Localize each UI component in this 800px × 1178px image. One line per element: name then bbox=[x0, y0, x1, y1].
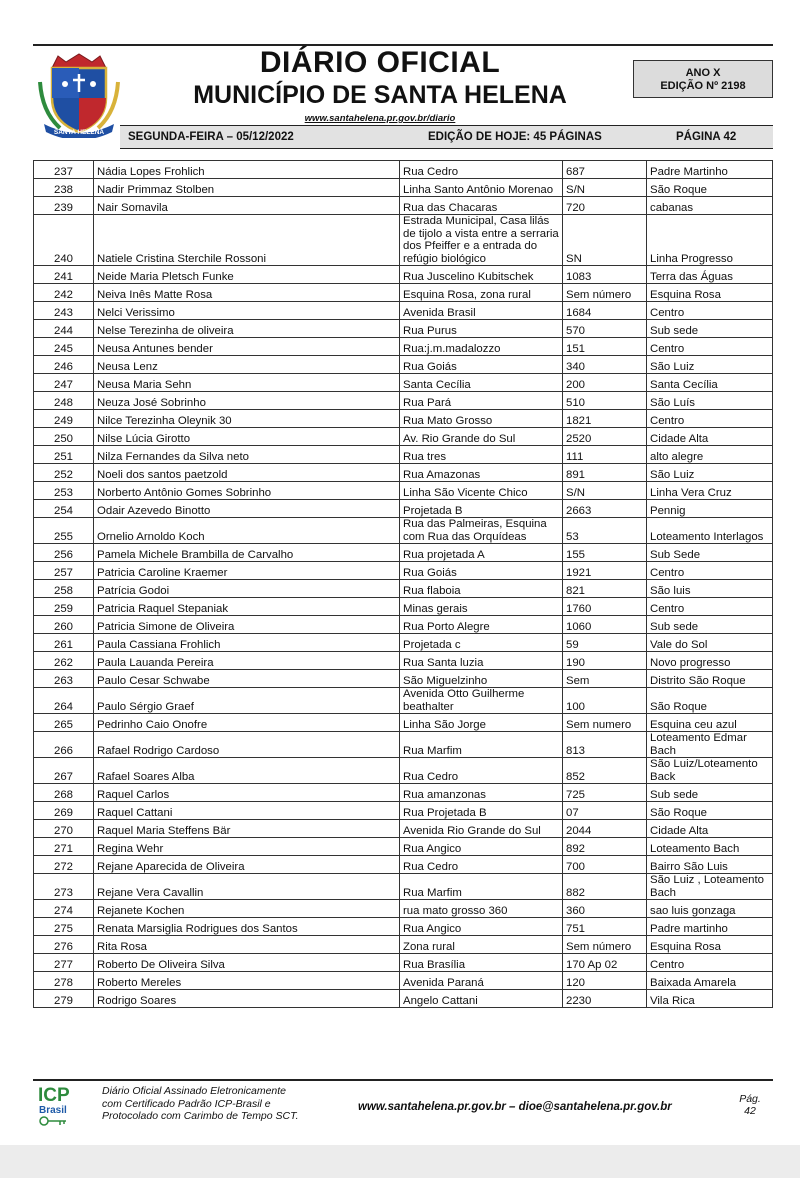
district-cell: Distrito São Roque bbox=[647, 670, 773, 688]
table-row bbox=[34, 544, 773, 562]
table-row bbox=[34, 338, 773, 356]
diary-url[interactable]: www.santahelena.pr.gov.br/diario bbox=[304, 113, 456, 124]
table-row bbox=[34, 302, 773, 320]
address-cell: Rua Angico bbox=[400, 918, 563, 936]
row-number-cell: 241 bbox=[34, 266, 94, 284]
table-row bbox=[34, 820, 773, 838]
edition-info-bar bbox=[120, 125, 773, 149]
address-cell: rua mato grosso 360 bbox=[400, 900, 563, 918]
district-cell: Padre Martinho bbox=[647, 161, 773, 179]
row-number-cell: 270 bbox=[34, 820, 94, 838]
address-cell: Linha São Jorge bbox=[400, 714, 563, 732]
resident-name-cell: Regina Wehr bbox=[94, 838, 400, 856]
resident-name-cell: Rafael Rodrigo Cardoso bbox=[94, 732, 400, 758]
row-number-cell: 254 bbox=[34, 500, 94, 518]
house-number-cell: Sem número bbox=[563, 284, 647, 302]
address-cell: Avenida Rio Grande do Sul bbox=[400, 820, 563, 838]
district-cell: São Luiz , Loteamento Bach bbox=[647, 874, 773, 900]
district-cell: São Luiz bbox=[647, 356, 773, 374]
crest-label: SANTA HELENA bbox=[53, 129, 105, 136]
district-cell: São Luiz/Loteamento Back bbox=[647, 758, 773, 784]
address-cell: Rua Goiás bbox=[400, 356, 563, 374]
address-cell: Rua Cedro bbox=[400, 758, 563, 784]
edition-box bbox=[633, 60, 773, 98]
district-cell: Sub sede bbox=[647, 784, 773, 802]
house-number-cell: 170 Ap 02 bbox=[563, 954, 647, 972]
table-row bbox=[34, 179, 773, 197]
table-row bbox=[34, 266, 773, 284]
address-cell: Avenida Paraná bbox=[400, 972, 563, 990]
house-number-cell: 155 bbox=[563, 544, 647, 562]
resident-name-cell: Nilse Lúcia Girotto bbox=[94, 428, 400, 446]
resident-name-cell: Nilce Terezinha Oleynik 30 bbox=[94, 410, 400, 428]
residents-table bbox=[33, 160, 773, 1008]
house-number-cell: S/N bbox=[563, 482, 647, 500]
table-row bbox=[34, 732, 773, 758]
table-row bbox=[34, 688, 773, 714]
house-number-cell: 813 bbox=[563, 732, 647, 758]
resident-name-cell: Nádia Lopes Frohlich bbox=[94, 161, 400, 179]
table-row bbox=[34, 954, 773, 972]
table-row bbox=[34, 900, 773, 918]
table-row bbox=[34, 482, 773, 500]
footer-page-label: Pág. bbox=[739, 1093, 761, 1105]
table-row bbox=[34, 446, 773, 464]
row-number-cell: 248 bbox=[34, 392, 94, 410]
address-cell: Rua das Chacaras bbox=[400, 197, 563, 215]
signature-note bbox=[102, 1085, 299, 1123]
house-number-cell: 2230 bbox=[563, 990, 647, 1008]
district-cell: São Roque bbox=[647, 688, 773, 714]
house-number-cell: 1821 bbox=[563, 410, 647, 428]
row-number-cell: 274 bbox=[34, 900, 94, 918]
address-cell: Rua flaboia bbox=[400, 580, 563, 598]
house-number-cell: 510 bbox=[563, 392, 647, 410]
resident-name-cell: Roberto Mereles bbox=[94, 972, 400, 990]
house-number-cell: 1083 bbox=[563, 266, 647, 284]
address-cell: Rua Cedro bbox=[400, 161, 563, 179]
bottom-gray-band bbox=[0, 1145, 800, 1178]
house-number-cell: 570 bbox=[563, 320, 647, 338]
resident-name-cell: Rafael Soares Alba bbox=[94, 758, 400, 784]
address-cell: Rua Brasília bbox=[400, 954, 563, 972]
row-number-cell: 237 bbox=[34, 161, 94, 179]
district-cell: Linha Vera Cruz bbox=[647, 482, 773, 500]
table-row bbox=[34, 518, 773, 544]
footer-page-number bbox=[736, 1093, 764, 1117]
address-cell: Avenida Brasil bbox=[400, 302, 563, 320]
house-number-cell: 751 bbox=[563, 918, 647, 936]
house-number-cell: 340 bbox=[563, 356, 647, 374]
district-cell: Cidade Alta bbox=[647, 820, 773, 838]
resident-name-cell: Patricia Raquel Stepaniak bbox=[94, 598, 400, 616]
row-number-cell: 246 bbox=[34, 356, 94, 374]
house-number-cell: 882 bbox=[563, 874, 647, 900]
resident-name-cell: Neusa Maria Sehn bbox=[94, 374, 400, 392]
municipal-crest-icon bbox=[38, 52, 120, 138]
table-row bbox=[34, 634, 773, 652]
house-number-cell: 2663 bbox=[563, 500, 647, 518]
house-number-cell: 07 bbox=[563, 802, 647, 820]
table-row bbox=[34, 972, 773, 990]
municipality-name: MUNICÍPIO DE SANTA HELENA bbox=[193, 81, 567, 109]
house-number-cell: 360 bbox=[563, 900, 647, 918]
resident-name-cell: Ornelio Arnoldo Koch bbox=[94, 518, 400, 544]
house-number-cell: 2520 bbox=[563, 428, 647, 446]
icp-logo-text: ICP bbox=[38, 1085, 70, 1106]
resident-name-cell: Neide Maria Pletsch Funke bbox=[94, 266, 400, 284]
house-number-cell: 720 bbox=[563, 197, 647, 215]
resident-name-cell: Nair Somavila bbox=[94, 197, 400, 215]
address-cell: Rua:j.m.madalozzo bbox=[400, 338, 563, 356]
address-cell: Rua Mato Grosso bbox=[400, 410, 563, 428]
district-cell: Centro bbox=[647, 598, 773, 616]
row-number-cell: 251 bbox=[34, 446, 94, 464]
district-cell: Santa Cecília bbox=[647, 374, 773, 392]
resident-name-cell: Paulo Sérgio Graef bbox=[94, 688, 400, 714]
row-number-cell: 258 bbox=[34, 580, 94, 598]
address-cell: Avenida Otto Guilherme beathalter bbox=[400, 688, 563, 714]
table-row bbox=[34, 838, 773, 856]
row-number-cell: 273 bbox=[34, 874, 94, 900]
table-row bbox=[34, 784, 773, 802]
row-number-cell: 269 bbox=[34, 802, 94, 820]
district-cell: Esquina Rosa bbox=[647, 936, 773, 954]
row-number-cell: 259 bbox=[34, 598, 94, 616]
district-cell: Vale do Sol bbox=[647, 634, 773, 652]
footer-page-value: 42 bbox=[744, 1105, 756, 1117]
row-number-cell: 260 bbox=[34, 616, 94, 634]
footer-contact[interactable]: www.santahelena.pr.gov.br – dioe@santahelena.pr.gov.br bbox=[358, 1101, 672, 1113]
resident-name-cell: Rejanete Kochen bbox=[94, 900, 400, 918]
resident-name-cell: Patricia Caroline Kraemer bbox=[94, 562, 400, 580]
address-cell: Av. Rio Grande do Sul bbox=[400, 428, 563, 446]
row-number-cell: 243 bbox=[34, 302, 94, 320]
table-row bbox=[34, 670, 773, 688]
address-cell: Rua tres bbox=[400, 446, 563, 464]
resident-name-cell: Nadir Primmaz Stolben bbox=[94, 179, 400, 197]
resident-name-cell: Patrícia Godoi bbox=[94, 580, 400, 598]
table-row bbox=[34, 428, 773, 446]
district-cell: Centro bbox=[647, 410, 773, 428]
address-cell: Rua Projetada B bbox=[400, 802, 563, 820]
resident-name-cell: Neusa Antunes bender bbox=[94, 338, 400, 356]
row-number-cell: 261 bbox=[34, 634, 94, 652]
house-number-cell: 1921 bbox=[563, 562, 647, 580]
address-cell: Rua projetada A bbox=[400, 544, 563, 562]
district-cell: São luis bbox=[647, 580, 773, 598]
row-number-cell: 255 bbox=[34, 518, 94, 544]
house-number-cell: 852 bbox=[563, 758, 647, 784]
address-cell: Linha Santo Antônio Morenao bbox=[400, 179, 563, 197]
page-indicator: PÁGINA 42 bbox=[676, 131, 737, 143]
publication-title: DIÁRIO OFICIAL bbox=[259, 46, 501, 79]
table-row bbox=[34, 215, 773, 266]
district-cell: cabanas bbox=[647, 197, 773, 215]
resident-name-cell: Norberto Antônio Gomes Sobrinho bbox=[94, 482, 400, 500]
district-cell: São Roque bbox=[647, 802, 773, 820]
table-row bbox=[34, 197, 773, 215]
district-cell: Esquina ceu azul bbox=[647, 714, 773, 732]
district-cell: Centro bbox=[647, 338, 773, 356]
row-number-cell: 271 bbox=[34, 838, 94, 856]
district-cell: São Roque bbox=[647, 179, 773, 197]
resident-name-cell: Raquel Cattani bbox=[94, 802, 400, 820]
address-cell: Angelo Cattani bbox=[400, 990, 563, 1008]
house-number-cell: SN bbox=[563, 215, 647, 266]
table-row bbox=[34, 990, 773, 1008]
district-cell: Sub sede bbox=[647, 320, 773, 338]
row-number-cell: 242 bbox=[34, 284, 94, 302]
house-number-cell: 151 bbox=[563, 338, 647, 356]
row-number-cell: 276 bbox=[34, 936, 94, 954]
row-number-cell: 275 bbox=[34, 918, 94, 936]
table-row bbox=[34, 161, 773, 179]
row-number-cell: 238 bbox=[34, 179, 94, 197]
house-number-cell: 821 bbox=[563, 580, 647, 598]
resident-name-cell: Rodrigo Soares bbox=[94, 990, 400, 1008]
row-number-cell: 268 bbox=[34, 784, 94, 802]
house-number-cell: S/N bbox=[563, 179, 647, 197]
signature-note-line: Protocolado com Carimbo de Tempo SCT. bbox=[102, 1110, 299, 1122]
address-cell: Zona rural bbox=[400, 936, 563, 954]
table-row bbox=[34, 856, 773, 874]
resident-name-cell: Nelse Terezinha de oliveira bbox=[94, 320, 400, 338]
district-cell: Sub Sede bbox=[647, 544, 773, 562]
house-number-cell: 111 bbox=[563, 446, 647, 464]
resident-name-cell: Paula Lauanda Pereira bbox=[94, 652, 400, 670]
table-row bbox=[34, 374, 773, 392]
icp-logo-subtext: Brasil bbox=[39, 1105, 67, 1116]
house-number-cell: 892 bbox=[563, 838, 647, 856]
table-row bbox=[34, 758, 773, 784]
table-row bbox=[34, 284, 773, 302]
resident-name-cell: Neuza José Sobrinho bbox=[94, 392, 400, 410]
row-number-cell: 264 bbox=[34, 688, 94, 714]
house-number-cell: Sem número bbox=[563, 936, 647, 954]
house-number-cell: 1060 bbox=[563, 616, 647, 634]
district-cell: sao luis gonzaga bbox=[647, 900, 773, 918]
row-number-cell: 239 bbox=[34, 197, 94, 215]
resident-name-cell: Nilza Fernandes da Silva neto bbox=[94, 446, 400, 464]
table-row bbox=[34, 580, 773, 598]
table-row bbox=[34, 714, 773, 732]
resident-name-cell: Renata Marsiglia Rodrigues dos Santos bbox=[94, 918, 400, 936]
resident-name-cell: Noeli dos santos paetzold bbox=[94, 464, 400, 482]
address-cell: Estrada Municipal, Casa lilás de tijolo a vista entre a serraria dos Pfeiffer e a entrada do refúgio biológico bbox=[400, 215, 563, 266]
district-cell: Novo progresso bbox=[647, 652, 773, 670]
resident-name-cell: Rejane Aparecida de Oliveira bbox=[94, 856, 400, 874]
resident-name-cell: Odair Azevedo Binotto bbox=[94, 500, 400, 518]
district-cell: Centro bbox=[647, 562, 773, 580]
pages-today: EDIÇÃO DE HOJE: 45 PÁGINAS bbox=[428, 131, 602, 143]
address-cell: Linha São Vicente Chico bbox=[400, 482, 563, 500]
row-number-cell: 272 bbox=[34, 856, 94, 874]
address-cell: Esquina Rosa, zona rural bbox=[400, 284, 563, 302]
address-cell: Projetada B bbox=[400, 500, 563, 518]
resident-name-cell: Natiele Cristina Sterchile Rossoni bbox=[94, 215, 400, 266]
row-number-cell: 257 bbox=[34, 562, 94, 580]
district-cell: Centro bbox=[647, 954, 773, 972]
edition-number: EDIÇÃO Nº 2198 bbox=[660, 80, 746, 92]
address-cell: Rua Juscelino Kubitschek bbox=[400, 266, 563, 284]
table-row bbox=[34, 410, 773, 428]
resident-name-cell: Paulo Cesar Schwabe bbox=[94, 670, 400, 688]
district-cell: Baixada Amarela bbox=[647, 972, 773, 990]
resident-name-cell: Nelci Verissimo bbox=[94, 302, 400, 320]
district-cell: São Luís bbox=[647, 392, 773, 410]
district-cell: Terra das Águas bbox=[647, 266, 773, 284]
resident-name-cell: Pamela Michele Brambilla de Carvalho bbox=[94, 544, 400, 562]
district-cell: Bairro São Luis bbox=[647, 856, 773, 874]
address-cell: São Miguelzinho bbox=[400, 670, 563, 688]
district-cell: Pennig bbox=[647, 500, 773, 518]
address-cell: Rua Marfim bbox=[400, 874, 563, 900]
table-row bbox=[34, 936, 773, 954]
district-cell: Linha Progresso bbox=[647, 215, 773, 266]
address-cell: Rua Angico bbox=[400, 838, 563, 856]
address-cell: Rua Santa luzia bbox=[400, 652, 563, 670]
house-number-cell: Sem numero bbox=[563, 714, 647, 732]
resident-name-cell: Raquel Carlos bbox=[94, 784, 400, 802]
house-number-cell: 891 bbox=[563, 464, 647, 482]
address-cell: Rua Marfim bbox=[400, 732, 563, 758]
row-number-cell: 245 bbox=[34, 338, 94, 356]
row-number-cell: 279 bbox=[34, 990, 94, 1008]
house-number-cell: Sem bbox=[563, 670, 647, 688]
district-cell: Centro bbox=[647, 302, 773, 320]
bottom-rule bbox=[33, 1079, 773, 1081]
row-number-cell: 247 bbox=[34, 374, 94, 392]
edition-date: SEGUNDA-FEIRA – 05/12/2022 bbox=[128, 131, 294, 143]
row-number-cell: 262 bbox=[34, 652, 94, 670]
district-cell: Loteamento Edmar Bach bbox=[647, 732, 773, 758]
house-number-cell: 725 bbox=[563, 784, 647, 802]
address-cell: Minas gerais bbox=[400, 598, 563, 616]
district-cell: Loteamento Bach bbox=[647, 838, 773, 856]
resident-name-cell: Pedrinho Caio Onofre bbox=[94, 714, 400, 732]
house-number-cell: 53 bbox=[563, 518, 647, 544]
icp-brasil-logo-icon bbox=[36, 1083, 84, 1127]
address-cell: Rua Pará bbox=[400, 392, 563, 410]
address-cell: Rua Amazonas bbox=[400, 464, 563, 482]
table-row bbox=[34, 356, 773, 374]
row-number-cell: 253 bbox=[34, 482, 94, 500]
house-number-cell: 700 bbox=[563, 856, 647, 874]
address-cell: Rua amanzonas bbox=[400, 784, 563, 802]
address-cell: Rua Goiás bbox=[400, 562, 563, 580]
table-row bbox=[34, 320, 773, 338]
district-cell: Cidade Alta bbox=[647, 428, 773, 446]
district-cell: Esquina Rosa bbox=[647, 284, 773, 302]
table-row bbox=[34, 874, 773, 900]
resident-name-cell: Paula Cassiana Frohlich bbox=[94, 634, 400, 652]
table-row bbox=[34, 598, 773, 616]
table-row bbox=[34, 652, 773, 670]
row-number-cell: 278 bbox=[34, 972, 94, 990]
resident-name-cell: Raquel Maria Steffens Bär bbox=[94, 820, 400, 838]
address-cell: Santa Cecília bbox=[400, 374, 563, 392]
district-cell: Vila Rica bbox=[647, 990, 773, 1008]
table-row bbox=[34, 392, 773, 410]
table-row bbox=[34, 616, 773, 634]
house-number-cell: 1760 bbox=[563, 598, 647, 616]
house-number-cell: 100 bbox=[563, 688, 647, 714]
row-number-cell: 266 bbox=[34, 732, 94, 758]
address-cell: Rua das Palmeiras, Esquina com Rua das Orquídeas bbox=[400, 518, 563, 544]
house-number-cell: 200 bbox=[563, 374, 647, 392]
signature-note-line: Diário Oficial Assinado Eletronicamente bbox=[102, 1085, 287, 1097]
resident-name-cell: Patricia Simone de Oliveira bbox=[94, 616, 400, 634]
district-cell: Padre martinho bbox=[647, 918, 773, 936]
row-number-cell: 256 bbox=[34, 544, 94, 562]
address-cell: Rua Purus bbox=[400, 320, 563, 338]
house-number-cell: 190 bbox=[563, 652, 647, 670]
resident-name-cell: Neiva Inês Matte Rosa bbox=[94, 284, 400, 302]
row-number-cell: 244 bbox=[34, 320, 94, 338]
district-cell: Sub sede bbox=[647, 616, 773, 634]
resident-name-cell: Rita Rosa bbox=[94, 936, 400, 954]
row-number-cell: 240 bbox=[34, 215, 94, 266]
row-number-cell: 265 bbox=[34, 714, 94, 732]
table-row bbox=[34, 802, 773, 820]
resident-name-cell: Roberto De Oliveira Silva bbox=[94, 954, 400, 972]
row-number-cell: 249 bbox=[34, 410, 94, 428]
house-number-cell: 1684 bbox=[563, 302, 647, 320]
district-cell: alto alegre bbox=[647, 446, 773, 464]
house-number-cell: 2044 bbox=[563, 820, 647, 838]
address-cell: Rua Porto Alegre bbox=[400, 616, 563, 634]
table-row bbox=[34, 500, 773, 518]
resident-name-cell: Neusa Lenz bbox=[94, 356, 400, 374]
row-number-cell: 267 bbox=[34, 758, 94, 784]
address-cell: Rua Cedro bbox=[400, 856, 563, 874]
row-number-cell: 252 bbox=[34, 464, 94, 482]
row-number-cell: 250 bbox=[34, 428, 94, 446]
resident-name-cell: Rejane Vera Cavallin bbox=[94, 874, 400, 900]
table-row bbox=[34, 918, 773, 936]
signature-note-line: com Certificado Padrão ICP-Brasil e bbox=[102, 1097, 271, 1110]
house-number-cell: 120 bbox=[563, 972, 647, 990]
house-number-cell: 687 bbox=[563, 161, 647, 179]
edition-year: ANO X bbox=[685, 67, 721, 79]
house-number-cell: 59 bbox=[563, 634, 647, 652]
table-row bbox=[34, 562, 773, 580]
district-cell: São Luiz bbox=[647, 464, 773, 482]
row-number-cell: 277 bbox=[34, 954, 94, 972]
table-row bbox=[34, 464, 773, 482]
address-cell: Projetada c bbox=[400, 634, 563, 652]
row-number-cell: 263 bbox=[34, 670, 94, 688]
district-cell: Loteamento Interlagos bbox=[647, 518, 773, 544]
